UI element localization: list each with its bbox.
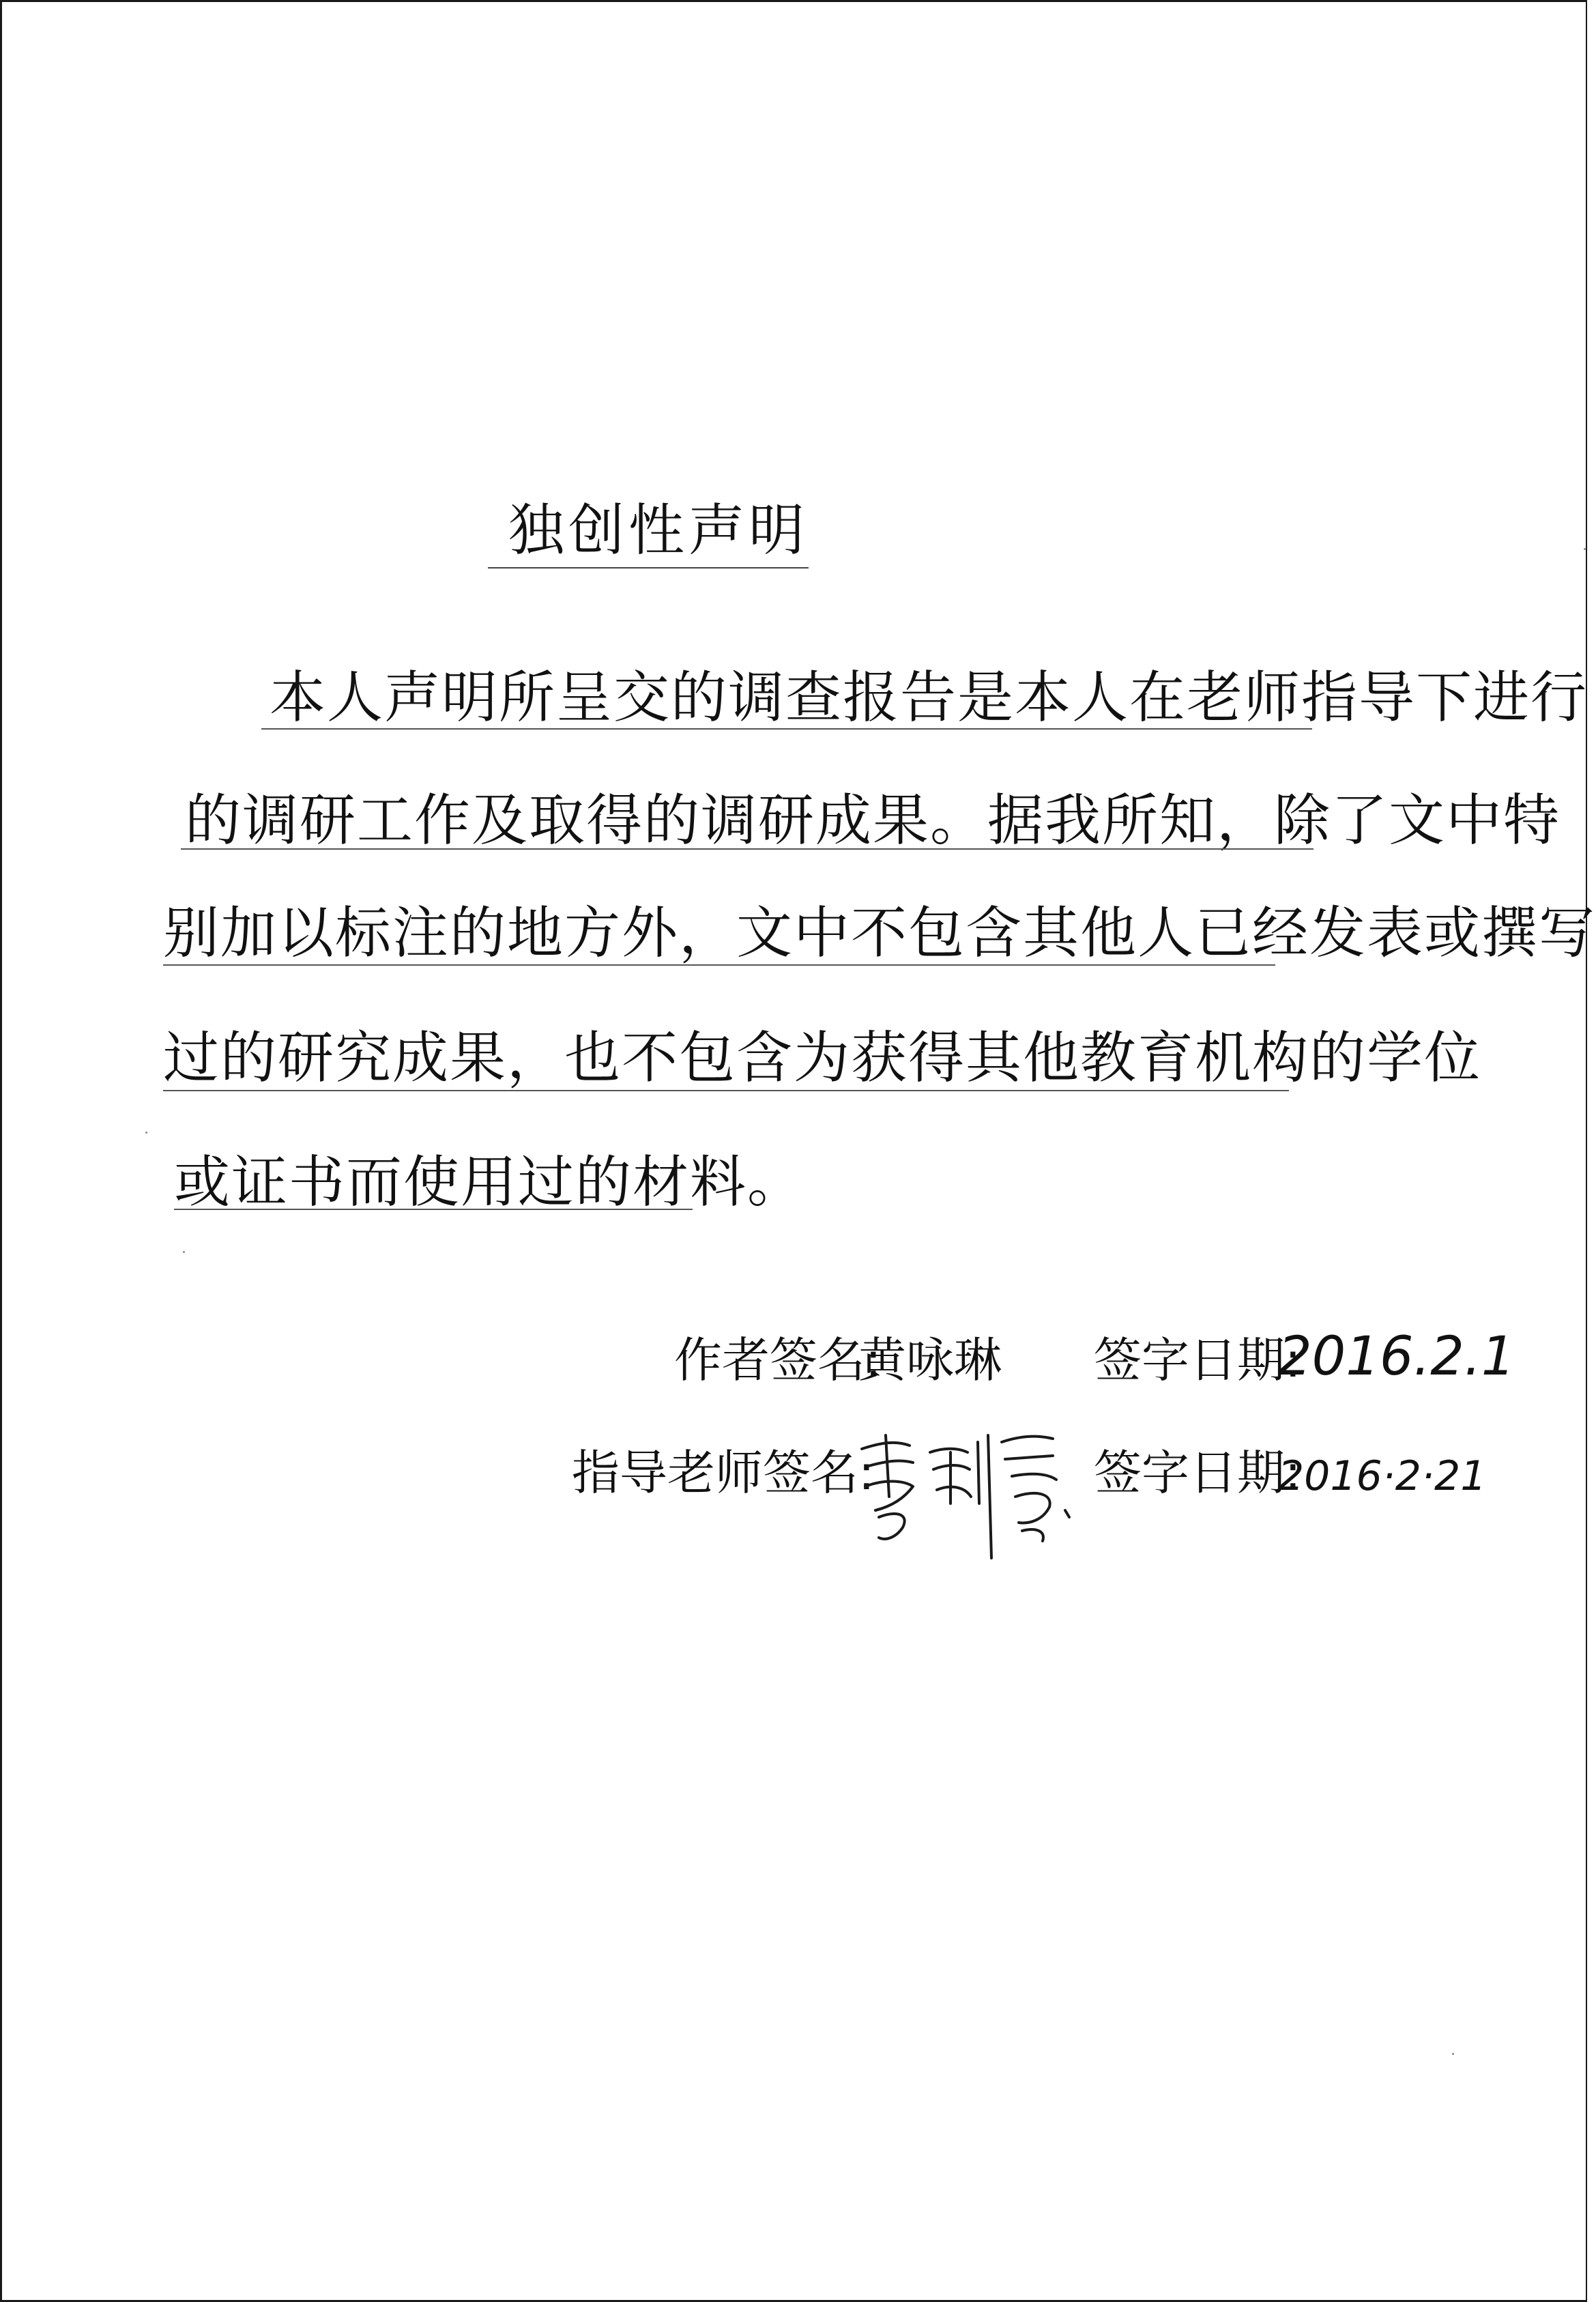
- line-rule-2: [181, 848, 1314, 850]
- author-name: 黄咏琳: [858, 1332, 1002, 1388]
- declaration-line-2: 的调研工作及取得的调研成果。据我所知，除了文中特: [185, 788, 1561, 853]
- scan-speck: [1452, 2053, 1454, 2055]
- scan-speck: [1584, 548, 1586, 550]
- author-signature-label: 作者签名:: [674, 1332, 882, 1388]
- line-rule-1: [261, 728, 1312, 730]
- author-date: 2016.2.1: [1278, 1326, 1515, 1387]
- line-rule-4: [163, 1090, 1289, 1091]
- scan-speck: [145, 1132, 147, 1134]
- line-rule-5: [174, 1209, 693, 1210]
- declaration-line-1: 本人声明所呈交的调查报告是本人在老师指导下进行: [270, 665, 1588, 730]
- author-date-label: 签字日期:: [1094, 1332, 1301, 1388]
- advisor-date: 2016·2·21: [1278, 1452, 1487, 1500]
- declaration-title: 独创性声明: [508, 498, 809, 563]
- title-underline: [488, 567, 809, 569]
- declaration-line-3: 别加以标注的地方外，文中不包含其他人已经发表或撰写: [163, 901, 1596, 966]
- scan-speck: [183, 1251, 185, 1253]
- line-rule-3: [163, 964, 1275, 966]
- advisor-signature-label: 指导老师签名:: [572, 1445, 875, 1501]
- advisor-date-label: 签字日期:: [1094, 1445, 1301, 1501]
- declaration-line-5: 或证书而使用过的材料。: [174, 1150, 805, 1215]
- advisor-handwritten-signature: [848, 1422, 1073, 1572]
- declaration-line-4: 过的研究成果，也不包含为获得其他教育机构的学位: [163, 1026, 1482, 1091]
